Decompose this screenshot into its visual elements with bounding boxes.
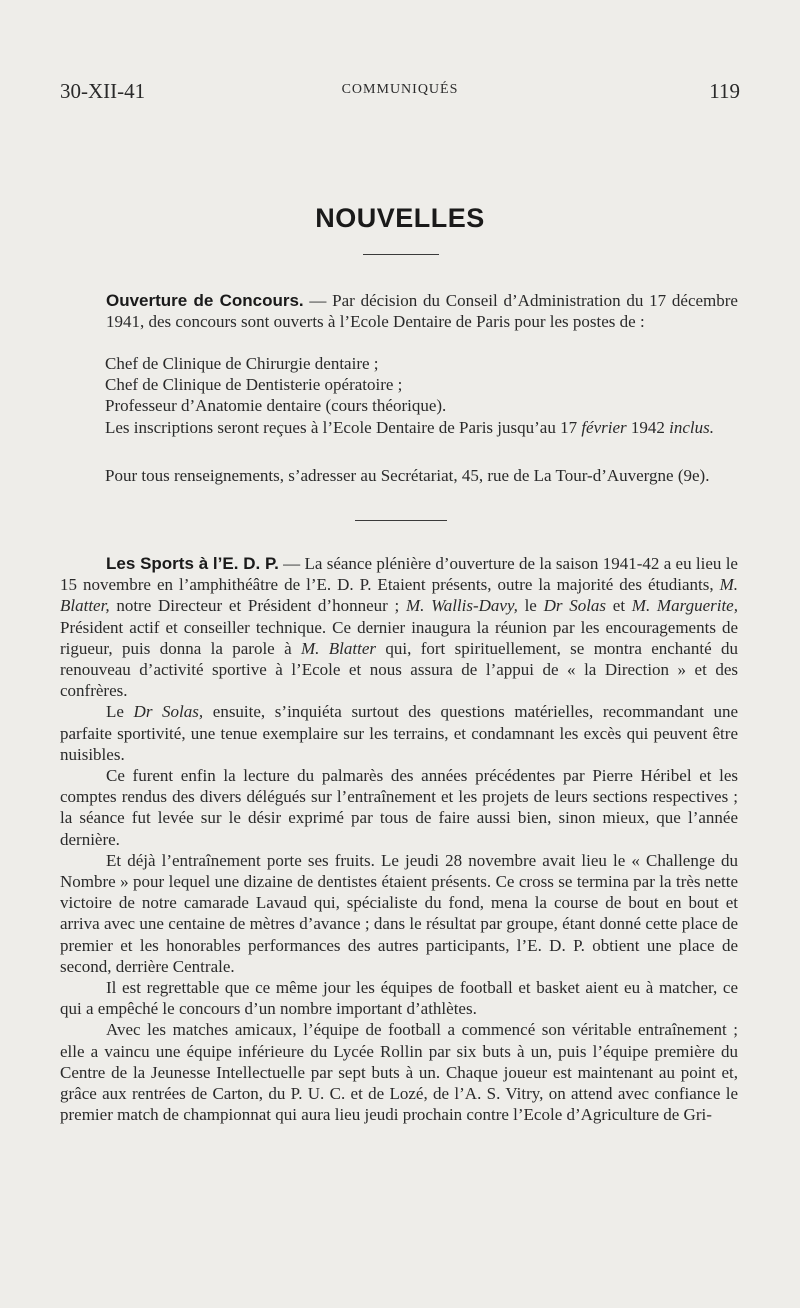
- renseignements-paragraph: Pour tous renseignements, s’adresser au Secrétariat, 45, rue de La Tour-d’Auvergne (9e).: [105, 466, 710, 485]
- running-header: [60, 79, 740, 105]
- posts-list: [105, 353, 738, 417]
- concours-section: [106, 290, 738, 332]
- sports-paragraph-4: Et déjà l’entraînement porte ses fruits. Le jeudi 28 novembre avait lieu le « Challenge du Nombre » pour lequel une dizaine de dentistes étaient présents. Ce cross se termina par la très nette victoire de notre camarade Lavaud qui, spécialiste du fond, mena la course de bout en bout et arriva avec une centaine de mètres d’avance ; dans le résultat par groupe, étant donné cette place de premier et les honorables performances des autres participants, l’E. D. P. obtient une place de second, derrière Centrale.: [60, 850, 738, 976]
- concours-intro: Ouverture de Concours. — Par décision du Conseil d’Administration du 17 décembre 1941, des concours sont ouverts à l’Ecole Dentaire de Paris pour les postes de :: [106, 291, 738, 332]
- page-number: 119: [709, 79, 740, 103]
- header-date: 30-XII-41: [60, 79, 146, 103]
- header-section: COMMUNIQUÉS: [341, 82, 459, 97]
- sports-paragraph-3: Ce furent enfin la lecture du palmarès des années précédentes par Pierre Héribel et les comptes rendus des divers délégués sur l’entraînement et les projets de leurs sections respectives ; la séance fut levée sur le désir exprimé par tous de faire aussi bien, sinon mieux, que l’année dernière.: [60, 766, 738, 849]
- sports-section: [60, 553, 738, 1125]
- concours-heading: Ouverture de Concours.: [106, 291, 304, 310]
- sports-paragraph-6: Avec les matches amicaux, l’équipe de football a commencé son véritable entraînement ; elle a vaincu une équipe inférieure du Lycée Rollin par six buts à un, puis l’équipe première du Centre de la Jeunesse Intellectuelle par sept buts à un. Chaque joueur est maintenant au point et, grâce aux rentrées de Carton, du P. U. C. et de Lozé, de l’A. S. Vitry, on attend avec confiance le premier match de championnat qui aura lieu jeudi prochain contre l’Ecole d’Agriculture de Gri-: [60, 1020, 738, 1125]
- post-item: Chef de Clinique de Dentisterie opératoire ;: [105, 375, 403, 395]
- title-rule: [363, 254, 439, 255]
- sports-paragraph-5: Il est regrettable que ce même jour les équipes de football et basket aient eu à matcher, ce qui a empêché le concours d’un nombre important d’athlètes.: [60, 978, 738, 1019]
- page-title: NOUVELLES: [315, 203, 485, 233]
- post-item: Chef de Clinique de Chirurgie dentaire ;: [105, 354, 379, 373]
- post-item: Professeur d’Anatomie dentaire (cours théorique).: [105, 396, 447, 416]
- sports-heading: Les Sports à l’E. D. P.: [106, 554, 279, 573]
- sports-paragraph-1: Les Sports à l’E. D. P. — La séance plénière d’ouverture de la saison 1941-42 a eu lieu le 15 novembre en l’amphithéâtre de l’E. D. P. Etaient présents, outre la majorité des étudiants, M. Blatter, notre Directeur et Président d’honneur ; M. Wallis-Davy, le Dr Solas et M. Marguerite, Président actif et conseiller technique. Ce dernier inaugura la réunion par les encouragements de rigueur, puis donna la parole à M. Blatter qui, fort spirituellement, se montra enchanté du renouveau d’activité sportive à l’Ecole et nous assura de l’appui de « la Direction » et des confrères.: [60, 554, 738, 701]
- section-rule: [355, 520, 447, 521]
- sports-paragraph-2: Le Dr Solas, ensuite, s’inquiéta surtout des questions matérielles, recommandant une parfaite sportivité, une tenue exemplaire sur les terrains, et condamnant les excès qui peuvent être nuisibles.: [60, 702, 738, 764]
- inscriptions-paragraph: Les inscriptions seront reçues à l’Ecole Dentaire de Paris jusqu’au 17 février 1942 inclus.: [105, 418, 715, 437]
